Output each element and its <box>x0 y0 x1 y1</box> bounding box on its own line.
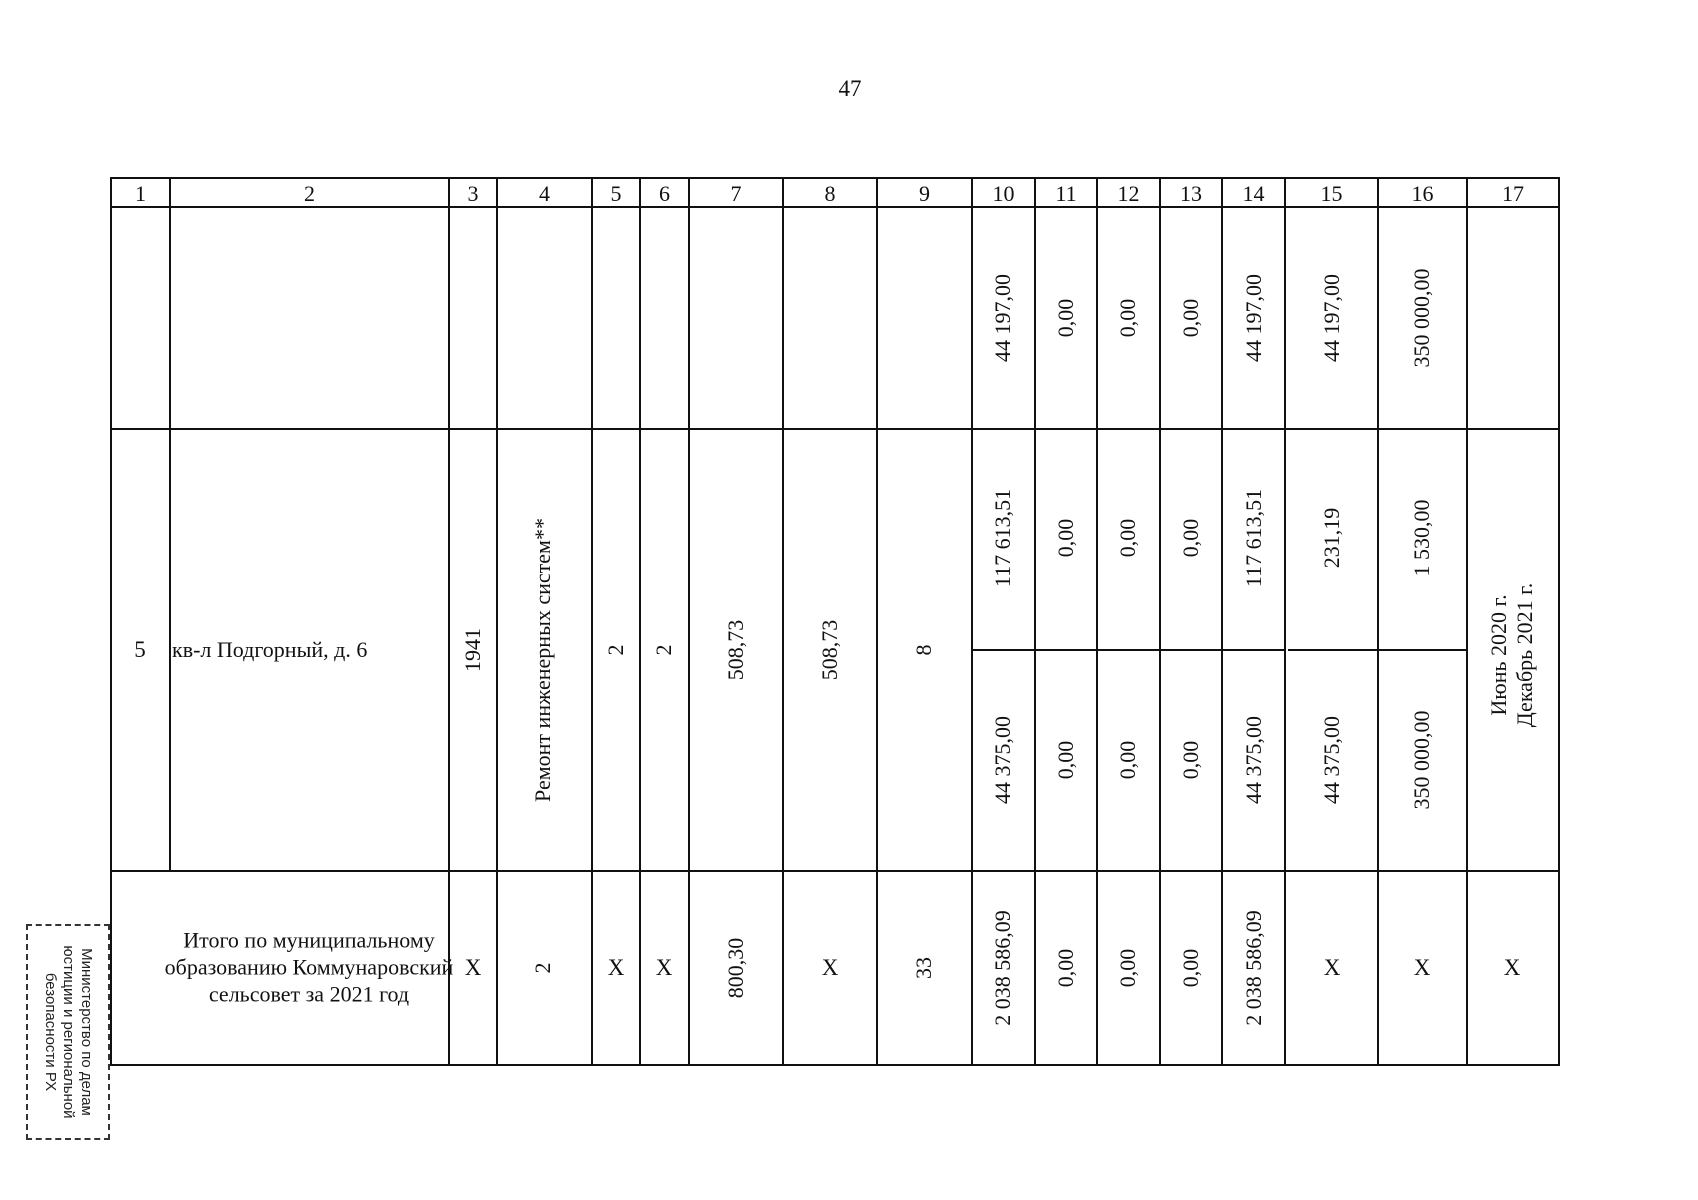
col-header-3: 3 <box>467 181 479 206</box>
total-label-line3: сельсовет за 2021 год <box>208 981 410 1007</box>
row5-top-col11: 0,00 <box>1053 518 1078 558</box>
row-a-col13: 0,00 <box>1178 298 1203 338</box>
col-header-6: 6 <box>659 181 670 206</box>
col-header-17: 17 <box>1502 181 1524 206</box>
col-header-11: 11 <box>1055 181 1077 206</box>
ministry-stamp <box>26 924 110 1140</box>
row5-work-type: Ремонт инженерных систем** <box>530 518 555 802</box>
table-rule-col10 <box>1034 177 1036 1066</box>
row-a-col11: 0,00 <box>1053 298 1078 338</box>
col-header-4: 4 <box>539 181 550 206</box>
col-header-15: 15 <box>1320 181 1343 206</box>
total-col4: 2 <box>530 962 555 974</box>
col-header-14: 14 <box>1242 181 1265 206</box>
total-col10: 2 038 586,09 <box>990 910 1015 1026</box>
total-col13: 0,00 <box>1178 948 1203 988</box>
table-rule-col16 <box>1466 177 1468 1066</box>
col-header-7: 7 <box>730 181 742 206</box>
table-rule-col15 <box>1377 177 1379 1066</box>
row5-year: 1941 <box>460 628 485 672</box>
total-col12: 0,00 <box>1115 948 1140 988</box>
row5-col5: 2 <box>603 644 628 656</box>
row5-col8: 508,73 <box>817 619 842 681</box>
col-header-1: 1 <box>135 181 146 206</box>
total-col8: X <box>821 955 839 980</box>
table-rule-col5 <box>639 177 641 1066</box>
col-header-10: 10 <box>992 181 1015 206</box>
total-label-line1: Итого по муниципальному <box>183 927 435 953</box>
total-col3: X <box>464 955 482 980</box>
col-header-5: 5 <box>610 181 622 206</box>
row5-address: кв-л Подгорный, д. 6 <box>172 637 368 662</box>
col-header-12: 12 <box>1117 181 1140 206</box>
total-col6: X <box>655 955 673 980</box>
row5-bottom-col13: 0,00 <box>1178 740 1203 780</box>
table-rule-col12 <box>1159 177 1161 1066</box>
row5-period-start: Июнь 2020 г. <box>1486 594 1511 716</box>
row5-col9: 8 <box>911 644 936 656</box>
total-col17: X <box>1503 955 1521 980</box>
stamp-line-2: юстиции и региональной <box>60 945 77 1119</box>
row5-bottom-col15: 44 375,00 <box>1319 716 1344 804</box>
total-col15: X <box>1323 955 1341 980</box>
row5-bottom-col16: 350 000,00 <box>1409 710 1434 810</box>
row-a-col15: 44 197,00 <box>1319 274 1344 362</box>
table-rule-col13 <box>1221 177 1223 1066</box>
table-rule-bottom <box>110 1064 1560 1066</box>
table-rule-col9 <box>971 177 973 1066</box>
row5-top-col12: 0,00 <box>1115 518 1140 558</box>
row5-top-col14: 117 613,51 <box>1241 488 1266 588</box>
row5-col6: 2 <box>651 644 676 656</box>
row5-top-col16: 1 530,00 <box>1409 499 1434 577</box>
page-number: 47 <box>838 76 862 101</box>
total-col5: X <box>607 955 625 980</box>
row5-top-col10: 117 613,51 <box>990 488 1015 588</box>
table-rule-row5 <box>110 870 1560 872</box>
row5-period-end: Декабрь 2021 г. <box>1512 582 1537 728</box>
table-rule-row5-split-a <box>973 649 1285 651</box>
total-label-line2: образованию Коммунаровский <box>164 954 454 980</box>
stamp-text <box>41 927 95 1137</box>
table-rule-col6 <box>688 177 690 1066</box>
table-rule-col4 <box>591 177 593 1066</box>
table-rule-right <box>1558 177 1560 1066</box>
row-a-col16: 350 000,00 <box>1409 268 1434 368</box>
table-rule-col8 <box>876 177 878 1066</box>
col-header-13: 13 <box>1180 181 1202 206</box>
row5-bottom-col14: 44 375,00 <box>1241 716 1266 804</box>
total-col16: X <box>1413 955 1431 980</box>
total-col14: 2 038 586,09 <box>1241 910 1266 1026</box>
table-rule-col3 <box>496 177 498 1066</box>
row5-top-col15: 231,19 <box>1319 507 1344 569</box>
col-header-9: 9 <box>919 181 930 206</box>
stamp-line-1: Министерство по делам <box>78 948 95 1116</box>
total-col7: 800,30 <box>723 937 748 999</box>
row5-top-col13: 0,00 <box>1178 518 1203 558</box>
table-rule-col11 <box>1096 177 1098 1066</box>
row5-bottom-col12: 0,00 <box>1115 740 1140 780</box>
row-a-col12: 0,00 <box>1115 298 1140 338</box>
row-a-col14: 44 197,00 <box>1241 274 1266 362</box>
total-col9: 33 <box>911 957 936 979</box>
total-col11: 0,00 <box>1053 948 1078 988</box>
total-label <box>165 927 454 1008</box>
table-rule-col1 <box>169 177 171 872</box>
row5-col7: 508,73 <box>723 619 748 681</box>
table-rule-left <box>110 177 112 1066</box>
row-a-col10: 44 197,00 <box>990 274 1015 362</box>
col-header-8: 8 <box>824 181 836 206</box>
table-rule-col7 <box>782 177 784 1066</box>
table-rule-row-a <box>110 428 1560 430</box>
row5-bottom-col11: 0,00 <box>1053 740 1078 780</box>
col-header-16: 16 <box>1411 181 1434 206</box>
col-header-2: 2 <box>304 181 315 206</box>
row5-period <box>1486 583 1538 727</box>
stamp-line-3: безопасности РХ <box>42 972 59 1092</box>
table-rule-col14 <box>1284 177 1286 1066</box>
row5-number: 5 <box>134 637 146 662</box>
row5-bottom-col10: 44 375,00 <box>990 716 1015 804</box>
table-rule-top <box>110 177 1560 179</box>
